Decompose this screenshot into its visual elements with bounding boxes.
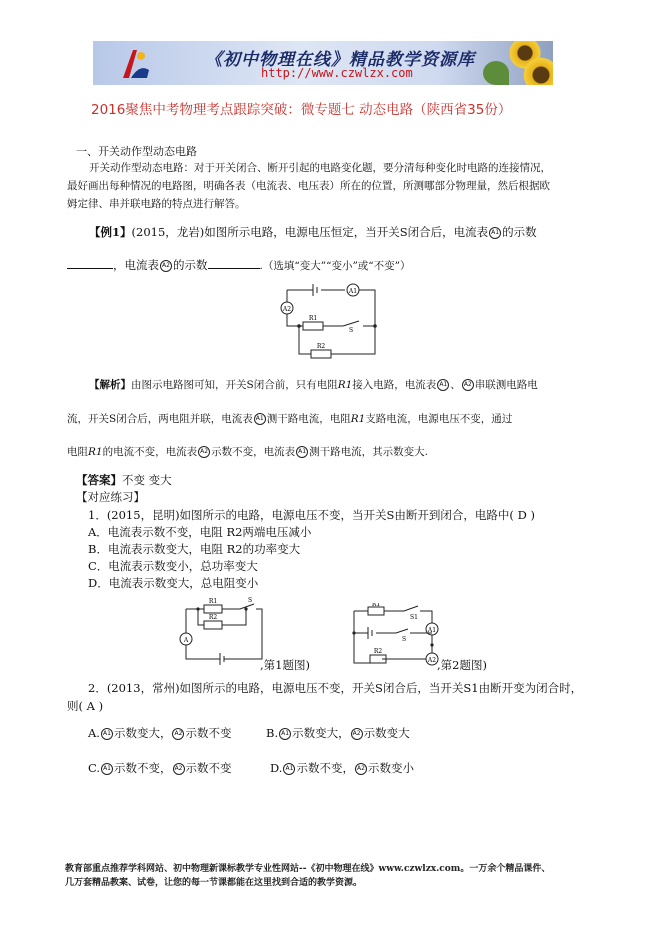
question1-circuit-diagram xyxy=(176,597,268,667)
intro-text: 最好画出每种情况的电路图，明确各表（电流表、电压表）所在的位置，所测哪部分物理量，然后根据欧 xyxy=(67,180,550,192)
circuit-label: A2 xyxy=(282,306,292,313)
option-label: A. xyxy=(88,726,100,740)
option-a[interactable]: A．电流表示数不变，电阻 R2两端电压减小 xyxy=(88,525,312,539)
analysis-text: 由图示电路图可知，开关S闭合前，只有电阻 xyxy=(131,379,338,391)
banner-url: http://www.czwlzx.com xyxy=(261,66,413,80)
option-label: C. xyxy=(88,761,101,775)
option-text: 示数变大， xyxy=(113,726,172,740)
question-stem: 1．(2015，昆明)如图所示的电路，电源电压不变，当开关S由断开到闭合，电路中( D ) xyxy=(88,508,535,522)
site-logo-icon xyxy=(119,48,151,80)
option-b[interactable] xyxy=(266,725,410,741)
figure-caption: ,第2题图) xyxy=(437,658,487,672)
circuit-label: R2 xyxy=(373,648,383,655)
example-text: .（选填“变大”“变小”或“不变”） xyxy=(259,260,411,272)
analysis-text: 测干路电流，电阻 xyxy=(266,413,351,425)
option-text: 示数不变 xyxy=(185,726,232,740)
option-d[interactable] xyxy=(270,760,414,776)
header-banner xyxy=(93,41,553,85)
analysis-text: 、 xyxy=(450,379,461,391)
answer-line xyxy=(76,472,172,488)
circuit-label: A1 xyxy=(427,627,437,634)
example-text: 的示数 xyxy=(173,258,208,272)
circuit-label: R1 xyxy=(308,315,318,322)
option-text: 示数不变， xyxy=(114,761,172,775)
analysis-text: 支路电流，电源电压不变，通过 xyxy=(365,413,513,425)
answer-blank[interactable] xyxy=(208,268,260,269)
example-line xyxy=(67,257,411,273)
ammeter-a2-icon: A2 xyxy=(351,728,363,740)
option-a[interactable] xyxy=(88,725,231,741)
analysis-label: 【解析】 xyxy=(89,379,131,391)
ammeter-a1-icon: A1 xyxy=(283,763,295,775)
ammeter-a1-icon: A1 xyxy=(279,728,291,740)
leaf-decoration xyxy=(483,61,509,85)
circuit-label: R2 xyxy=(208,614,218,621)
section-heading: 一、开关动作型动态电路 xyxy=(76,145,197,158)
answer-text: 不变 变大 xyxy=(122,473,172,487)
example-label: 【例1】 xyxy=(89,225,132,239)
option-c[interactable]: C．电流表示数变小，总功率变大 xyxy=(88,559,258,573)
ammeter-a2-icon: A2 xyxy=(462,379,474,391)
ammeter-a1-icon: A1 xyxy=(101,728,113,740)
circuit-label: S xyxy=(247,597,253,604)
ammeter-a1-icon: A1 xyxy=(437,379,449,391)
option-label: D. xyxy=(270,761,283,775)
circuit-label: R1 xyxy=(208,598,218,605)
intro-text: 姆定律、串并联电路的特点进行解答。 xyxy=(67,198,246,210)
circuit-label: A1 xyxy=(348,288,358,295)
practice-heading: 【对应练习】 xyxy=(76,490,145,504)
option-text: 示数不变， xyxy=(296,761,354,775)
option-text: 示数不变 xyxy=(185,761,232,775)
option-label: B. xyxy=(266,726,279,740)
analysis-text: 的电流不变，电流表 xyxy=(102,446,198,458)
ammeter-a2-icon: A2 xyxy=(173,763,185,775)
figure-caption: ,第1题图) xyxy=(260,658,310,672)
analysis-text: 串联测电路电 xyxy=(474,379,538,391)
intro-text: 开关动作型动态电路：对于开关闭合、断开引起的电路变化题，要分清每种变化时电路的连接情况， xyxy=(89,162,551,174)
analysis-text: 接入电路，电流表 xyxy=(352,379,437,391)
ammeter-a2-icon: A2 xyxy=(198,446,210,458)
question-stem: 2．(2013，常州)如图所示的电路，电源电压不变，开关S闭合后，当开关S1由断开变为闭合时， xyxy=(88,681,583,695)
question-stem: 则( A ) xyxy=(67,699,104,713)
example-text: 的示数 xyxy=(502,225,537,239)
analysis-text: 测干路电流，其示数变大. xyxy=(309,446,428,458)
ammeter-a2-icon: A2 xyxy=(160,260,172,272)
option-text: 示数变大 xyxy=(363,726,410,740)
example-text: ，电流表 xyxy=(113,258,159,272)
footer-text: 几万套精品教案、试卷，让您的每一节课都能在这里找到合适的教学资源。 xyxy=(65,878,363,888)
circuit-label: S xyxy=(348,327,354,334)
ammeter-a1-icon: A1 xyxy=(489,227,501,239)
page-footer xyxy=(65,862,610,890)
option-text: 示数变大， xyxy=(292,726,350,740)
question2-circuit-diagram xyxy=(348,603,444,669)
ammeter-a1-icon: A1 xyxy=(101,763,113,775)
example-line xyxy=(89,224,537,240)
r1-symbol: R1 xyxy=(337,379,353,391)
banner-title: 《初中物理在线》精品教学资源库 xyxy=(205,50,475,70)
analysis-text: 流，开关S闭合后，两电阻并联，电流表 xyxy=(67,413,253,425)
answer-label: 【答案】 xyxy=(76,473,122,487)
circuit-label: S1 xyxy=(410,614,418,621)
page-title: 2016聚焦中考物理考点跟踪突破：微专题七 动态电路（陕西省35份） xyxy=(91,102,512,118)
r1-symbol: R1 xyxy=(88,446,103,458)
analysis-line xyxy=(67,444,428,459)
ammeter-a2-icon: A2 xyxy=(355,763,367,775)
option-text: 示数变小 xyxy=(367,761,414,775)
ammeter-a1-icon: A1 xyxy=(296,446,308,458)
circuit-label: R2 xyxy=(316,343,326,350)
example-circuit-diagram xyxy=(275,280,387,362)
circuit-label: A2 xyxy=(427,657,437,664)
ammeter-a2-icon: A2 xyxy=(172,728,184,740)
answer-blank[interactable] xyxy=(67,268,113,269)
r1-symbol: R1 xyxy=(350,413,366,425)
ammeter-a1-icon: A1 xyxy=(254,413,266,425)
circuit-label: A xyxy=(183,637,189,644)
footer-text: 教育部重点推荐学科网站、初中物理新课标教学专业性网站--《初中物理在线》www.czwlzx.com。一万余个精品课件、 xyxy=(65,864,551,874)
option-c[interactable] xyxy=(88,760,232,776)
analysis-text: 电阻 xyxy=(67,446,88,458)
circuit-label: R1 xyxy=(371,603,381,608)
circuit-label: S xyxy=(401,636,407,643)
analysis-text: 示数不变，电流表 xyxy=(211,446,296,458)
example-text: (2015，龙岩)如图所示电路，电源电压恒定，当开关S闭合后，电流表 xyxy=(131,225,489,239)
analysis-line xyxy=(89,377,538,392)
option-d[interactable]: D．电流表示数变大，总电阻变小 xyxy=(88,576,259,590)
analysis-line xyxy=(67,411,512,426)
option-b[interactable]: B．电流表示数变大，电阻 R2的功率变大 xyxy=(88,542,301,556)
